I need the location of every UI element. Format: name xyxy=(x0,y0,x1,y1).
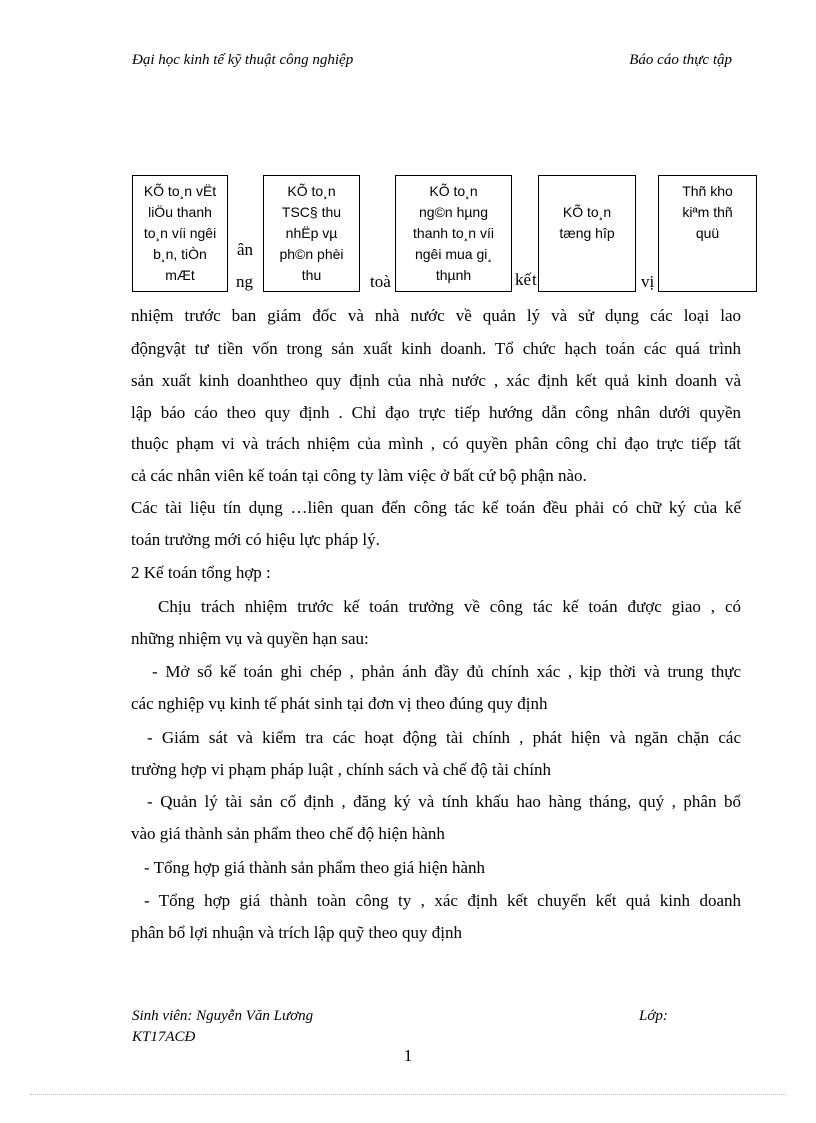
body-line: Các tài liệu tín dụng …liên quan đến công tác kế toán đều phải có chữ ký của kế xyxy=(131,498,741,517)
org-box-line: ngêi mua gi¸ xyxy=(414,246,493,262)
org-box-line: mÆt xyxy=(165,267,195,283)
bullet-line: - Giám sát và kiểm tra các hoạt động tài chính , phát hiện và ngăn chặn các xyxy=(147,728,741,747)
org-box-line: KÕ to¸n xyxy=(287,183,336,199)
hidden-fragment: kế xyxy=(515,270,532,289)
org-box-fixed-assets-accountant xyxy=(263,175,360,292)
org-box-line: KÕ to¸n xyxy=(562,204,612,220)
footer-class-label: Lớp: xyxy=(639,1008,668,1024)
bullet-line: vào giá thành sản phẩm theo chế độ hiện hành xyxy=(131,824,445,843)
org-box-line: to¸n víi ngêi xyxy=(143,225,217,241)
org-box-storekeeper-cashier xyxy=(658,175,757,292)
org-box-bank-accountant xyxy=(395,175,512,292)
org-box-line: quü xyxy=(695,225,720,241)
page-bottom-divider xyxy=(30,1094,786,1095)
hidden-fragment: toà xyxy=(370,272,391,291)
bullet-line: các nghiệp vụ kinh tế phát sinh tại đơn vị theo đúng quy định xyxy=(131,694,548,713)
org-box-line: tæng hîp xyxy=(559,225,615,241)
header-school: Đại học kinh tế kỹ thuật công nghiệp xyxy=(132,52,354,68)
body-line: nhiệm trước ban giám đốc và nhà nước về quản lý và sử dụng các loại lao xyxy=(131,306,741,325)
hidden-fragment: ng xyxy=(236,272,253,291)
body-line: lập báo cáo theo quy định . Chỉ đạo trực tiếp hướng dẫn công nhân dưới quyền xyxy=(131,403,741,422)
bullet-line: - Mở sổ kế toán ghi chép , phản ánh đầy đủ chính xác , kịp thời và trung thực xyxy=(152,662,741,681)
org-box-line: thµnh xyxy=(435,267,472,283)
section-heading: 2 Kế toán tổng hợp : xyxy=(131,563,271,582)
body-line: thuộc phạm vi và trách nhiệm của mình , có quyền phân công chỉ đạo trực tiếp tất xyxy=(131,434,741,453)
header-report-title: Báo cáo thực tập xyxy=(629,52,732,68)
org-box-line: Thñ kho xyxy=(682,183,733,199)
org-box-general-accountant xyxy=(538,175,636,292)
bullet-line: - Quản lý tài sản cố định , đăng ký và tính khấu hao hàng tháng, quý , phân bổ xyxy=(147,792,741,811)
bullet-line: trường hợp vi phạm pháp luật , chính sách và chế độ tài chính xyxy=(131,760,551,779)
org-box-line: KÕ to¸n xyxy=(429,183,478,199)
org-box-line: liÖu thanh xyxy=(148,204,212,220)
org-box-line: thanh to¸n víi xyxy=(413,225,494,241)
body-line: những nhiệm vụ và quyền hạn sau: xyxy=(131,629,369,648)
hidden-fragment: ân xyxy=(237,240,254,259)
bullet-line: phân bổ lợi nhuận và trích lập quỹ theo quy định xyxy=(131,923,462,942)
body-line: Chịu trách nhiệm trước kế toán trưởng về công tác kế toán được giao , có xyxy=(158,597,741,616)
org-box-line: b¸n, tiÒn xyxy=(153,246,207,262)
hidden-fragment: t xyxy=(532,270,537,289)
org-box-line: thu xyxy=(301,267,322,283)
org-box-materials-accountant xyxy=(132,175,228,292)
org-box-line: ng©n hµng xyxy=(419,204,488,220)
org-box-line: ph©n phèi xyxy=(279,246,344,262)
org-box-line: nhËp vµ xyxy=(285,225,338,241)
body-line: sản xuất kinh doanhtheo quy định của nhà nước , xác định kết quả kinh doanh và xyxy=(131,371,741,390)
footer-class-code: KT17ACĐ xyxy=(132,1029,196,1045)
body-line: cả các nhân viên kế toán tại công ty làm việc ở bất cứ bộ phận nào. xyxy=(131,466,587,485)
bullet-line: - Tổng hợp giá thành toàn công ty , xác định kết chuyển kết quả kinh doanh xyxy=(144,891,741,910)
org-box-line: TSC§ thu xyxy=(281,204,342,220)
body-line: độngvật tư tiền vốn trong sản xuất kinh doanh. Tổ chức hạch toán các quá trình xyxy=(131,339,741,358)
footer-student: Sinh viên: Nguyễn Văn Lương xyxy=(132,1008,314,1024)
org-box-line: KÕ to¸n vËt xyxy=(143,183,217,199)
page-number: 1 xyxy=(403,1046,413,1065)
bullet-line: - Tổng hợp giá thành sản phẩm theo giá hiện hành xyxy=(144,858,486,877)
org-box-line: kiªm thñ xyxy=(682,204,733,220)
hidden-fragment: vị xyxy=(641,272,655,291)
body-line: toán trưởng mới có hiệu lực pháp lý. xyxy=(131,530,380,549)
